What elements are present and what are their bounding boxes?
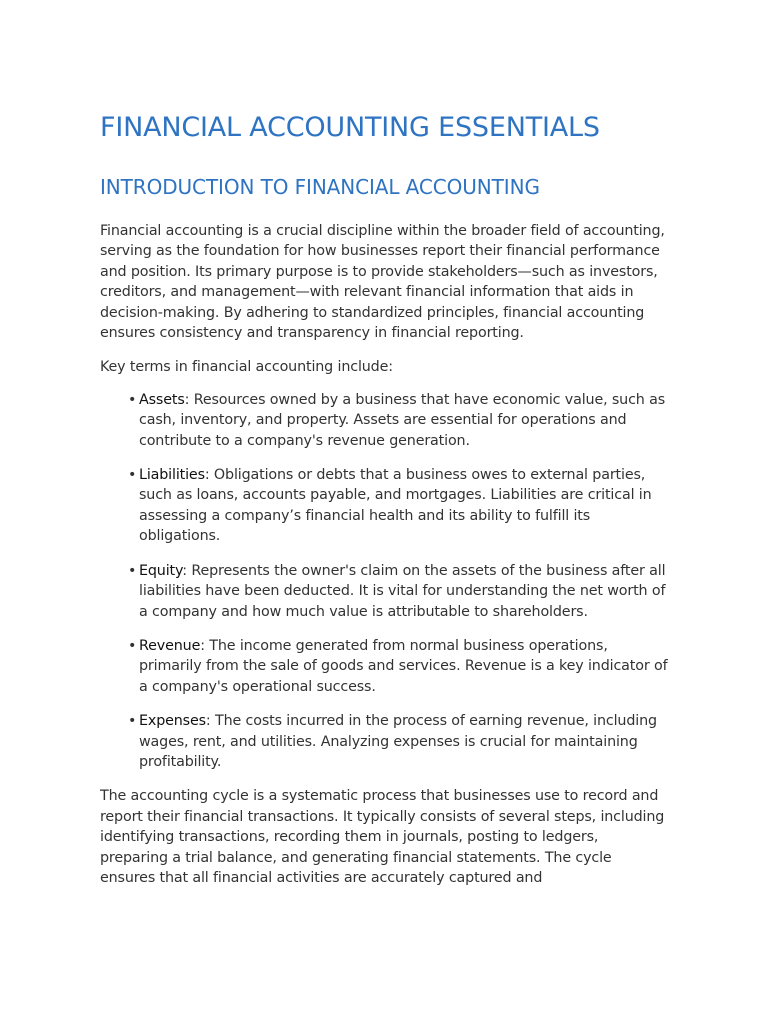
term-description: : The income generated from normal business operations, primarily from the sale of goods and services. Revenue is a key indicator of a company's operational success. bbox=[139, 637, 668, 695]
section-heading: INTRODUCTION TO FINANCIAL ACCOUNTING bbox=[100, 175, 540, 199]
bullet-icon: • bbox=[128, 391, 137, 408]
list-item-liabilities bbox=[128, 465, 668, 547]
document-title: FINANCIAL ACCOUNTING ESSENTIALS bbox=[100, 112, 600, 143]
list-item-expenses bbox=[128, 711, 668, 772]
term-name: Equity bbox=[139, 562, 183, 579]
term-name: Assets bbox=[139, 391, 185, 408]
term-description: : Obligations or debts that a business owes to external parties, such as loans, accounts payable, and mortgages. Liabilities are critical in assessing a company’s financial health and its ability to fulfill its obligations. bbox=[139, 467, 652, 545]
list-item-revenue bbox=[128, 636, 668, 697]
bullet-icon: • bbox=[128, 713, 137, 730]
accounting-cycle-paragraph: The accounting cycle is a systematic process that businesses use to record and report their financial transactions. It typically consists of several steps, including identifying transactions, recording them in journals, posting to ledgers, preparing a trial balance, and generating financial statements. The cycle ensures that all financial activities are accurately captured and bbox=[100, 788, 665, 886]
term-description: : The costs incurred in the process of earning revenue, including wages, rent, and utilities. Analyzing expenses is crucial for maintaining profitability. bbox=[139, 713, 657, 770]
bullet-icon: • bbox=[128, 562, 137, 579]
list-item-equity bbox=[128, 561, 668, 622]
key-terms-list bbox=[100, 390, 668, 773]
term-name: Revenue bbox=[139, 637, 201, 654]
key-terms-intro: Key terms in financial accounting include: bbox=[100, 359, 393, 376]
list-item-assets bbox=[128, 390, 668, 451]
intro-paragraph: Financial accounting is a crucial discipline within the broader field of accounting, serving as the foundation for how businesses report their financial performance and position. Its primary purpose is to provide stakeholders—such as investors, creditors, and management—with relevant financial information that aids in decision-making. By adhering to standardized principles, financial accounting ensures consistency and transparency in financial reporting. bbox=[100, 223, 665, 342]
bullet-icon: • bbox=[128, 467, 137, 484]
term-name: Expenses bbox=[139, 713, 206, 730]
bullet-icon: • bbox=[128, 637, 137, 654]
term-name: Liabilities bbox=[139, 467, 205, 484]
term-description: : Represents the owner's claim on the assets of the business after all liabilities have been deducted. It is vital for understanding the net worth of a company and how much value is attributable to shareholders. bbox=[139, 562, 666, 620]
term-description: : Resources owned by a business that have economic value, such as cash, inventory, and property. Assets are essential for operations and contribute to a company's revenue generation. bbox=[139, 391, 666, 449]
